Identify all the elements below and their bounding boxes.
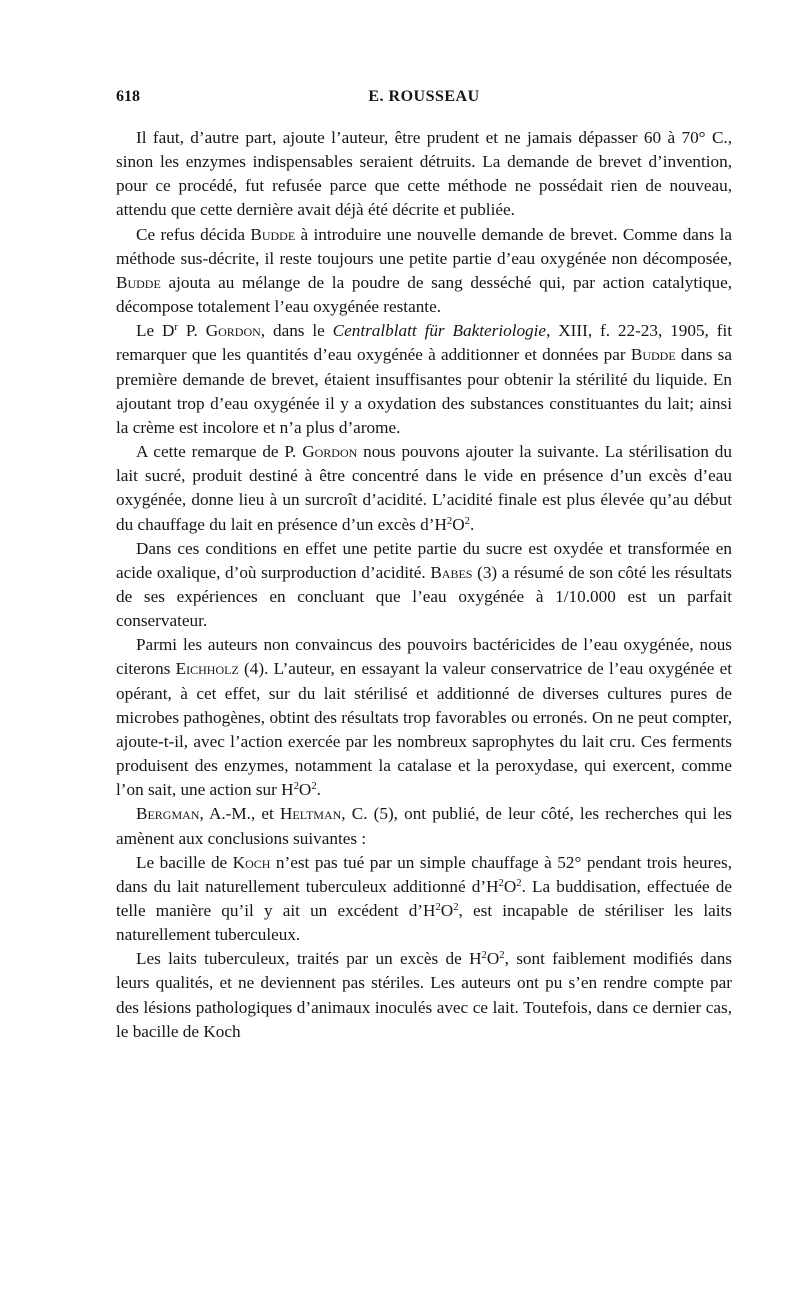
author-name: Budde <box>250 224 296 244</box>
author-name: Bergman <box>136 804 200 824</box>
journal-title: Centralblatt für Bakteriologie <box>332 321 547 341</box>
paragraph-7: Bergman, A.-M., et Heltman, C. (5), ont publié, de leur côté, les recherches qui les amènent aux conclusions suivantes : <box>116 804 732 848</box>
author-name: Babes <box>430 562 473 582</box>
paragraph-4: A cette remarque de P. Gordon nous pouvons ajouter la suivante. La stérilisation du lait sucré, produit destiné à être concentré dans le vide en présence d’un excès d’eau oxygénée, donne lieu à un surcroît d’acidité. L’acidité finale est plus élevée qu’au début du chauffage du lait en présence d’un excès $d’H^2O^2$. <box>116 442 732 534</box>
paragraph-3: Le $D^r$ P. Gordon, dans le Centralblatt für Bakteriologie, XIII, f. 22-23, 1905, fit remarquer que les quantités d’eau oxygénée à additionner et données par Budde dans sa première demande de brevet, étaient insuffisantes pour obtenir la stérilité du liquide. En ajoutant trop d’eau oxygénée il y a oxydation des substances constituantes du lait; ainsi la crème est incolore et n’a plus d’arome. <box>116 321 733 437</box>
page-number: 618 <box>116 88 140 105</box>
author-name: Eichholz <box>175 659 239 679</box>
author-name: Koch <box>232 852 271 872</box>
author-name: Heltman <box>279 804 342 824</box>
paragraph-2: Ce refus décida Budde à introduire une nouvelle demande de brevet. Comme dans la méthode sus-décrite, il reste toujours une petite partie d’eau oxygénée non décomposée, Budde ajouta au mélange de la poudre de sang desséché qui, par action catalytique, décompose totalement l’eau oxygénée restante. <box>116 224 732 317</box>
paragraph-5: Dans ces conditions en effet une petite partie du sucre est oxydée et transformée en acide oxalique, d’où surproduction d’acidité. Babes (3) a résumé de son côté les résultats de ses expériences en concluant que l’eau oxygénée à 1/10.000 est un parfait conservateur. <box>116 538 732 631</box>
page-header <box>116 88 732 112</box>
paragraph-8: Le bacille de Koch n’est pas tué par un simple chauffage à 52° pendant trois heures, dans du lait naturellement tuberculeux additionné $d’H^2O^2$. La buddisation, effectuée de telle manière qu’il y ait un excédent $d’H^2O^2$, est incapable de stériliser les laits naturellement tuberculeux. <box>116 852 732 945</box>
author-name: Budde <box>116 272 161 292</box>
paragraph-9: Les laits tuberculeux, traités par un excès de $H^2O^2$, sont faiblement modifiés dans leurs qualités, et ne deviennent pas stériles. Les auteurs ont pu s’en rendre compte par des lésions pathologiques d’animaux inoculés avec ce lait. Toutefois, dans ce dernier cas, le bacille de Koch <box>116 949 732 1041</box>
running-head: E. ROUSSEAU <box>368 88 480 105</box>
author-name: Gordon <box>302 442 358 462</box>
body-text <box>116 126 732 1044</box>
paragraph-6: Parmi les auteurs non convaincus des pouvoirs bactéricides de l’eau oxygénée, nous citerons Eichholz (4). L’auteur, en essayant la valeur conservatrice de l’eau oxygénée et opérant, à cet effet, sur du lait stérilisé et additionné de diverses cultures pures de microbes pathogènes, obtint des résultats trop favorables ou erronés. On ne peut compter, ajoute-t-il, avec l’action exercée par les nombreux saprophytes du lait cru. Ces ferments produisent des enzymes, notamment la catalase et la peroxydase, qui exercent, comme l’on sait, une action sur $H^2O^2$. <box>116 635 732 800</box>
author-name: Gordon <box>205 321 261 341</box>
author-name: Budde <box>630 345 676 365</box>
paragraph-1: Il faut, d’autre part, ajoute l’auteur, être prudent et ne jamais dépasser 60 à 70° C., sinon les enzymes indispensables seraient détruits. La demande de brevet d’invention, pour ce procédé, fut refusée parce que cette méthode ne possédait rien de nouveau, attendu que cette dernière avait déjà été décrite et publiée. <box>116 128 732 220</box>
